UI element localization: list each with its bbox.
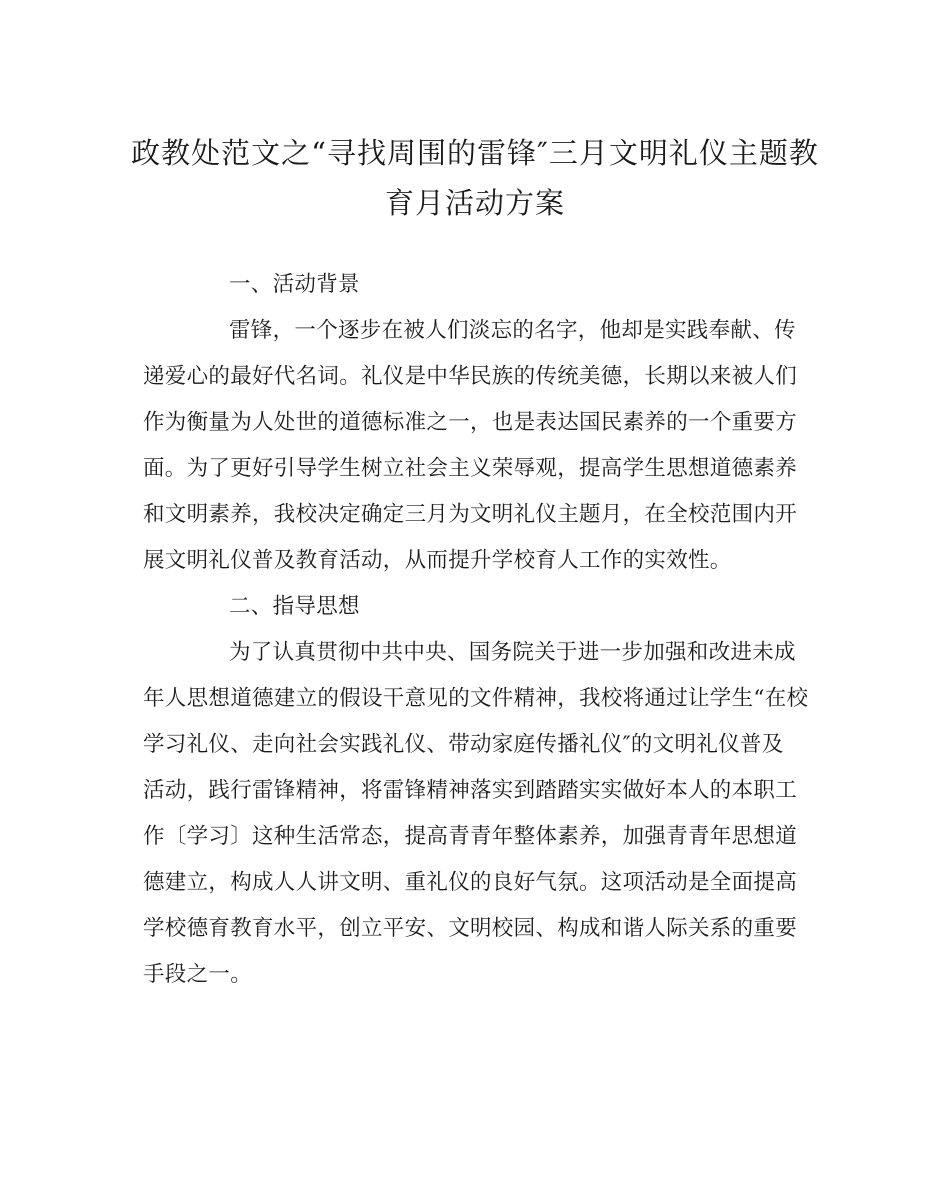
paragraph-line: 展文明礼仪普及教育活动，从而提升学校育人工作的实效性。 bbox=[143, 548, 732, 573]
section-heading-guiding-ideology: 二、指导思想 bbox=[229, 594, 360, 619]
paragraph-guiding-ideology bbox=[143, 630, 815, 998]
title-line: 育月活动方案 bbox=[384, 186, 565, 220]
paragraph-background bbox=[143, 308, 815, 584]
document-body bbox=[143, 262, 815, 998]
paragraph-line: 手段之一。 bbox=[143, 962, 253, 987]
paragraph-line: 活动，践行雷锋精神，将雷锋精神落实到踏踏实实做好本人的本职工 bbox=[143, 778, 798, 803]
paragraph-line: 学校德育教育水平，创立平安、文明校园、构成和谐人际关系的重要 bbox=[143, 916, 798, 941]
paragraph-line: 和文明素养，我校决定确定三月为文明礼仪主题月，在全校范围内开 bbox=[143, 502, 798, 527]
paragraph-line: 递爱心的最好代名词。礼仪是中华民族的传统美德，长期以来被人们 bbox=[143, 364, 798, 389]
paragraph-line: 年人思想道德建立的假设干意见的文件精神，我校将通过让学生“在校 bbox=[143, 686, 809, 711]
paragraph-line: 雷锋，一个逐步在被人们淡忘的名字，他却是实践奉献、传 bbox=[229, 318, 796, 343]
paragraph-line: 面。为了更好引导学生树立社会主义荣辱观，提高学生思想道德素养 bbox=[143, 456, 798, 481]
document-title bbox=[120, 128, 830, 228]
paragraph-line: 作〔学习〕这种生活常态，提高青青年整体素养，加强青青年思想道 bbox=[143, 824, 798, 849]
paragraph-line: 德建立，构成人人讲文明、重礼仪的良好气氛。这项活动是全面提高 bbox=[143, 870, 798, 895]
paragraph-line: 作为衡量为人处世的道德标准之一，也是表达国民素养的一个重要方 bbox=[143, 410, 798, 435]
section-heading-background: 一、活动背景 bbox=[229, 272, 360, 297]
paragraph-line: 学习礼仪、走向社会实践礼仪、带动家庭传播礼仪″的文明礼仪普及 bbox=[143, 732, 784, 757]
title-line: 政教处范文之“寻找周围的雷锋″三月文明礼仪主题教 bbox=[131, 136, 819, 170]
paragraph-line: 为了认真贯彻中共中央、国务院关于进一步加强和改进未成 bbox=[229, 640, 796, 665]
